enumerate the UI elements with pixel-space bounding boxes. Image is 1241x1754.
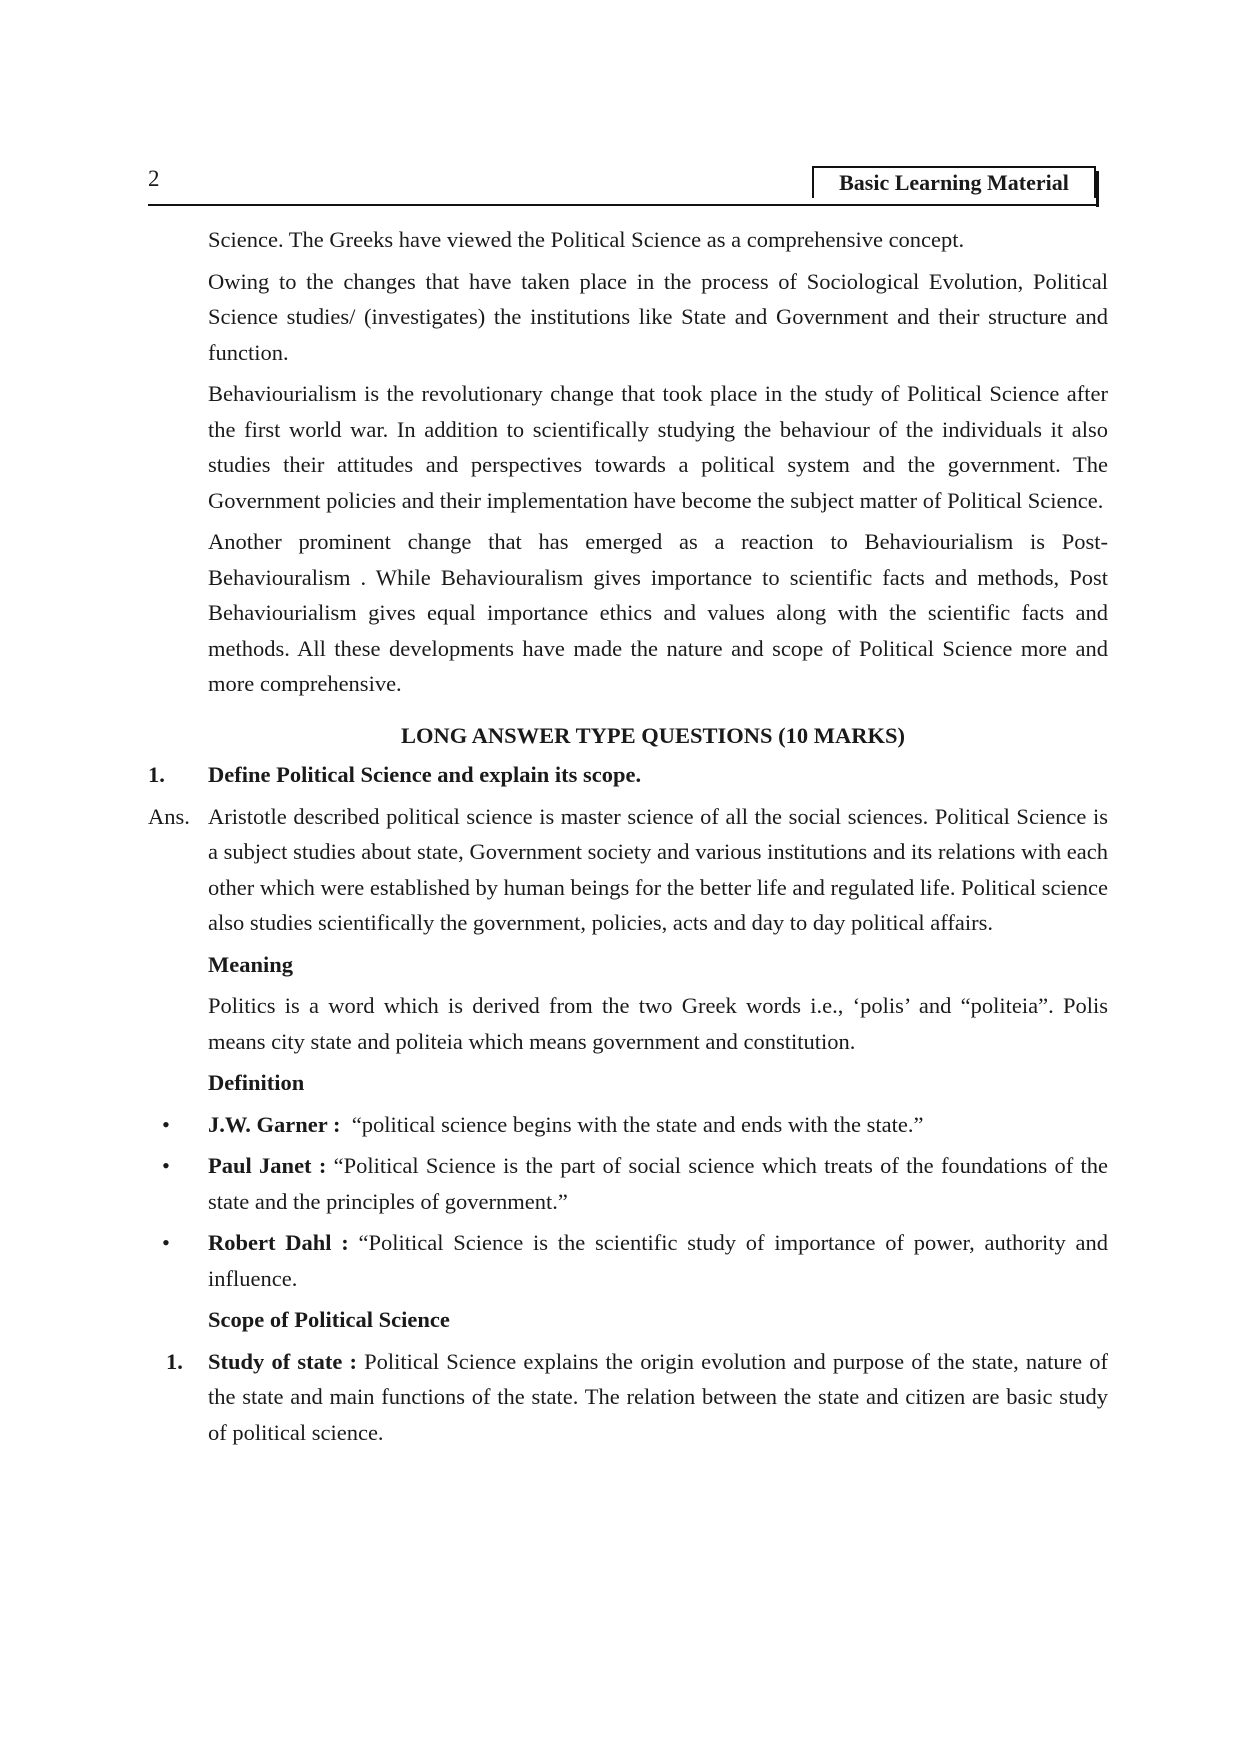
definition-item [148,1107,1108,1143]
answer-text: Aristotle described political science is master science of all the social sciences. Political Science is a subject studies about state, Government society and various institutions and its relations with each other which were established by human beings for the better life and regulated life. Political science also studies scientifically the government, policies, acts and day to day political affairs. [208,803,1108,935]
definition-item [148,1225,1114,1296]
definition-item [148,1148,1114,1219]
meaning-text: Politics is a word which is derived from the two Greek words i.e., ‘polis’ and “politeia”. Polis means city state and politeia which means government and constitution. [208,993,1108,1054]
definition-author: J.W. Garner : [208,1111,341,1137]
answer-row [148,799,1108,941]
scope-heading: Scope of Political Science [208,1307,450,1332]
intro-paragraph-2: Owing to the changes that have taken place in the process of Sociological Evolution, Political Science studies/ (investigates) the institutions like State and Government and their structure and function. [208,268,1108,365]
meaning-heading: Meaning [208,951,294,977]
page-number: 2 [148,166,160,191]
bullet-icon: • [162,1111,170,1137]
page-header [148,164,1096,206]
scope-item-number: 1. [166,1348,183,1374]
question-row [148,757,1108,793]
intro-paragraph-4: Another prominent change that has emerged as a reaction to Behaviourialism is Post-Behaviouralism . While Behaviouralism gives importance to scientific facts and methods, Post Behaviourialism gives equal importance ethics and values along with the scientific facts and methods. All these developments have made the nature and scope of Political Science more and more comprehensive. [208,529,1108,696]
question-number: 1. [148,762,165,787]
bullet-icon: • [162,1230,170,1255]
scope-item-title: Study of state : [208,1348,357,1374]
intro-paragraph-1: Science. The Greeks have viewed the Political Science as a comprehensive concept. [208,227,965,252]
intro-paragraph-3: Behaviourialism is the revolutionary change that took place in the study of Political Science after the first world war. In addition to scientifically studying the behaviour of the individuals it also studies their attitudes and perspectives towards a political system and the government. The Government policies and their implementation have become the subject matter of Political Science. [208,381,1108,513]
scope-item-text: Political Science explains the origin evolution and purpose of the state, nature of the state and main functions of the state. The relation between the state and citizen are basic study of political science. [208,1348,1114,1445]
answer-label: Ans. [148,803,190,829]
definition-quote: “Political Science is the part of social science which treats of the foundations of the state and the principles of government.” [208,1153,1114,1214]
definition-quote: “Political Science is the scientific study of importance of power, authority and influence. [208,1230,1114,1291]
definition-author: Paul Janet : [208,1153,327,1178]
scope-item [148,1344,1114,1451]
definition-author: Robert Dahl : [208,1230,349,1255]
page-content [148,222,1114,1456]
section-title: LONG ANSWER TYPE QUESTIONS (10 MARKS) [400,722,906,748]
bullet-icon: • [162,1153,170,1178]
definition-heading: Definition [208,1070,305,1095]
question-text: Define Political Science and explain its scope. [208,762,642,787]
definition-quote: “political science begins with the state and ends with the state.” [340,1111,924,1137]
header-title-box: Basic Learning Material [812,166,1096,198]
